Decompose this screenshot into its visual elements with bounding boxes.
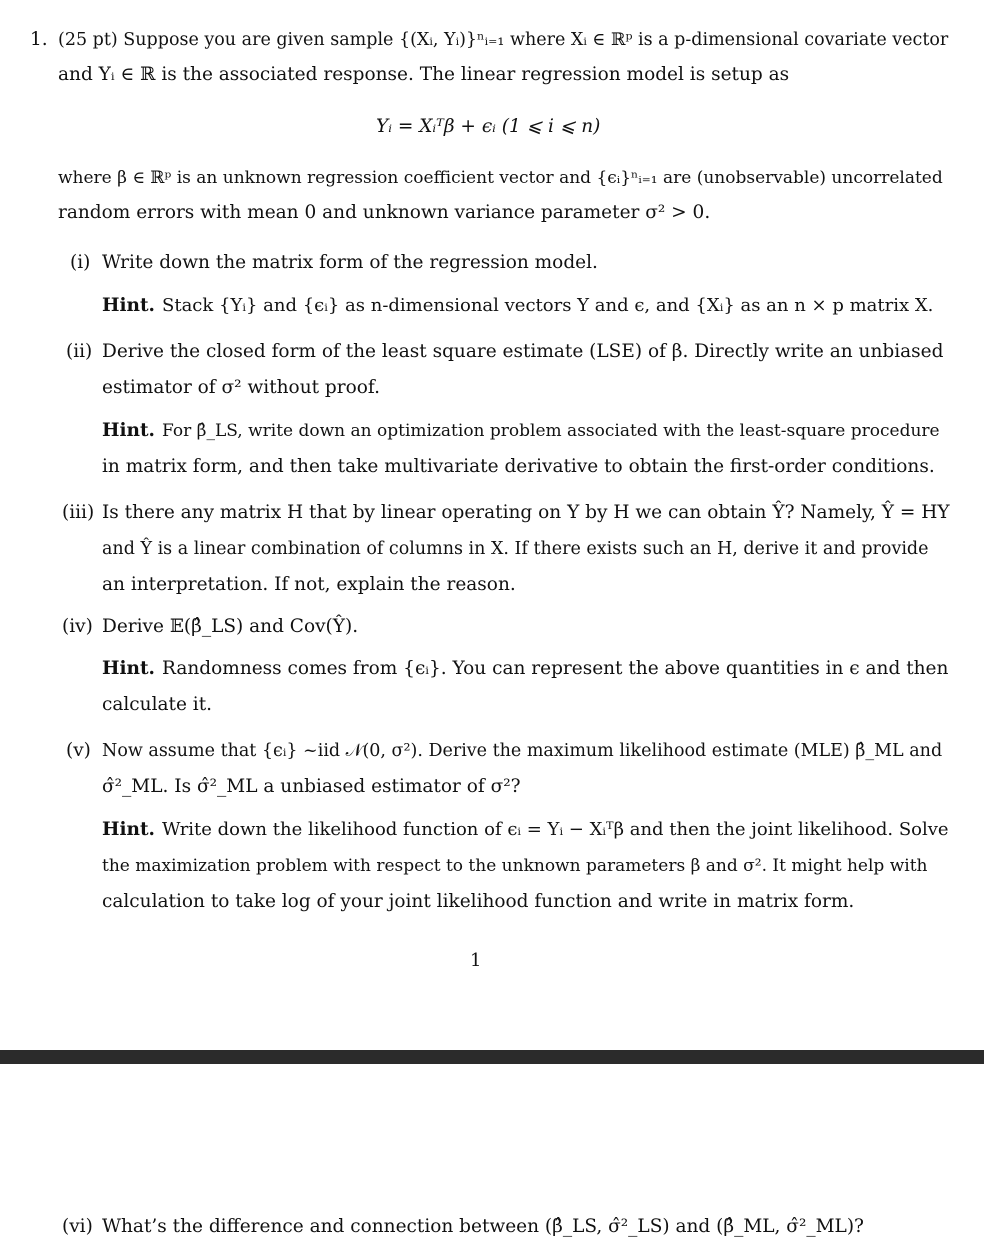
part-ii-hint-label: Hint. [102, 420, 155, 441]
problem-number: 1. [30, 29, 48, 50]
part-iii-text-line-1: Is there any matrix H that by linear operating on Y by H we can obtain Ŷ? Namely, Ŷ = HY [102, 502, 950, 523]
page-number: 1 [470, 950, 482, 971]
part-i-hint-label: Hint. [102, 295, 155, 316]
part-v-hint-line-3: calculation to take log of your joint likelihood function and write in matrix form. [102, 891, 855, 912]
part-v-label: (v) [66, 740, 91, 761]
part-vi-text: What’s the difference and connection between (β̂_LS, σ̂²_LS) and (β̂_ML, σ̂²_ML)? [102, 1216, 864, 1237]
part-v-text-line-1: Now assume that {ϵᵢ} ~iid 𝒩(0, σ²). Derive the maximum likelihood estimate (MLE) β̂_ML and [102, 741, 943, 761]
page-separator [0, 1050, 984, 1064]
problem-after-eq-line-2: random errors with mean 0 and unknown variance parameter σ² > 0. [58, 202, 711, 223]
part-iv-text: Derive 𝔼(β̂_LS) and Cov(Ŷ). [102, 616, 359, 637]
part-ii-label: (ii) [66, 341, 93, 362]
problem-intro-line-1: (25 pt) Suppose you are given sample {(Xᵢ, Yᵢ)}ⁿᵢ₌₁ where Xᵢ ∈ ℝᵖ is a p-dimensional covariate vector [58, 30, 949, 50]
part-v-hint-line-2: the maximization problem with respect to the unknown parameters β and σ². It might help with [102, 856, 928, 876]
part-ii-text-line-1: Derive the closed form of the least square estimate (LSE) of β. Directly write an unbiased [102, 341, 944, 362]
part-i-label: (i) [70, 252, 91, 273]
part-ii-hint-line-2: in matrix form, and then take multivariate derivative to obtain the first-order conditions. [102, 456, 935, 477]
part-iv-hint-line-2: calculate it. [102, 694, 213, 715]
part-i-text: Write down the matrix form of the regression model. [102, 252, 598, 273]
part-iv-hint-label: Hint. [102, 658, 155, 679]
problem-intro-line-2: and Yᵢ ∈ ℝ is the associated response. The linear regression model is setup as [58, 64, 790, 85]
part-iii-text-line-3: an interpretation. If not, explain the reason. [102, 574, 516, 595]
part-iii-label: (iii) [62, 502, 95, 523]
part-v-hint-label: Hint. [102, 819, 155, 840]
part-vi-label: (vi) [62, 1216, 93, 1237]
problem-after-eq-line-1: where β ∈ ℝᵖ is an unknown regression coefficient vector and {ϵᵢ}ⁿᵢ₌₁ are (unobservable) uncorrelated [58, 168, 943, 188]
part-iv-hint-line-1: Randomness comes from {ϵᵢ}. You can represent the above quantities in ϵ and then [162, 658, 949, 679]
part-iii-text-line-2: and Ŷ is a linear combination of columns in X. If there exists such an H, derive it and provide [102, 539, 929, 559]
part-ii-text-line-2: estimator of σ² without proof. [102, 377, 380, 398]
part-v-text-line-2: σ̂²_ML. Is σ̂²_ML a unbiased estimator of σ²? [102, 776, 521, 797]
part-iv-label: (iv) [62, 616, 93, 637]
part-i-hint: Stack {Yᵢ} and {ϵᵢ} as n-dimensional vectors Y and ϵ, and {Xᵢ} as an n × p matrix X. [162, 295, 934, 316]
part-ii-hint-line-1: For β̂_LS, write down an optimization problem associated with the least-square procedure [162, 421, 940, 441]
model-equation: Yᵢ = Xᵢᵀβ + ϵᵢ (1 ⩽ i ⩽ n) [376, 116, 601, 137]
part-v-hint-line-1: Write down the likelihood function of ϵᵢ = Yᵢ − Xᵢᵀβ and then the joint likelihood. Solve [162, 819, 949, 840]
